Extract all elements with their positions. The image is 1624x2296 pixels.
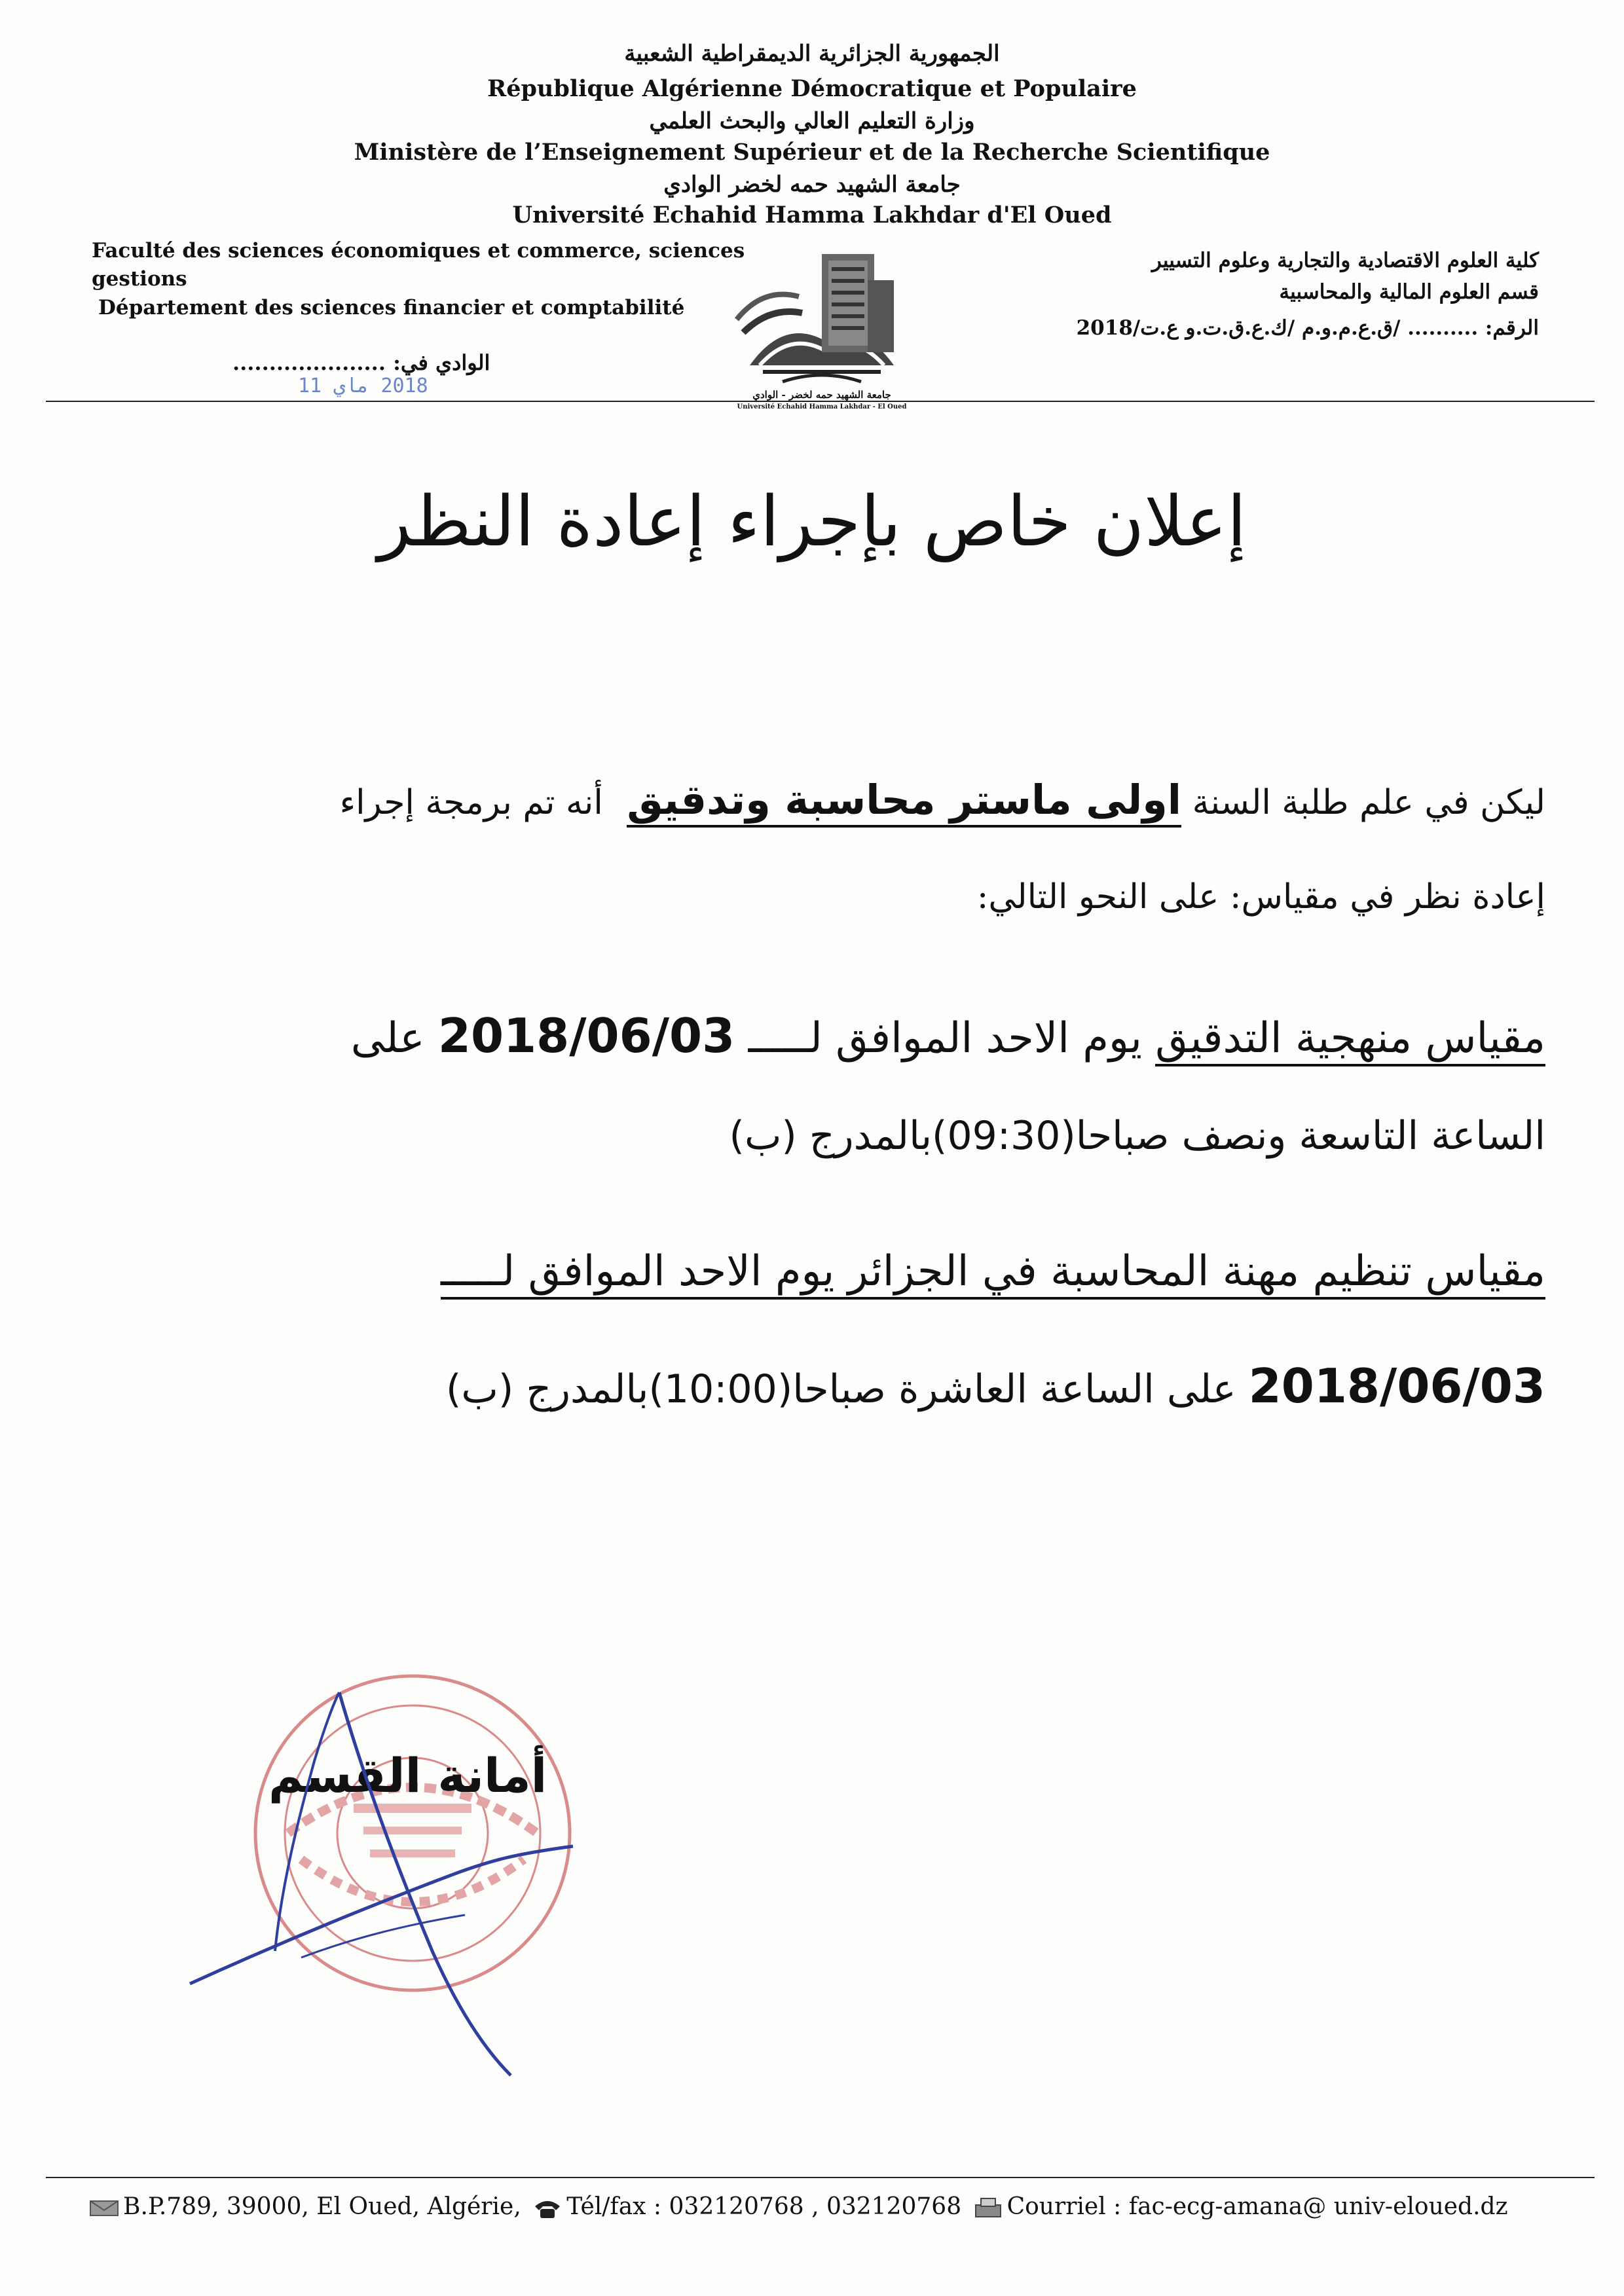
contact-footer: [85, 2193, 1508, 2220]
exam-1-on: على: [350, 1014, 425, 1063]
university-french: Université Echahid Hamma Lakhdar d'El Oued: [512, 202, 1112, 228]
handwritten-signature: [183, 1676, 602, 2082]
reference-label: الرقم: ..........: [1407, 316, 1539, 340]
faculty-arabic: كلية العلوم الاقتصادية والتجارية وعلوم التسيير: [1151, 249, 1539, 272]
place-date-label: الوادي في:: [393, 350, 490, 375]
fax-icon: [973, 2197, 1003, 2219]
footer-divider: [46, 2177, 1595, 2178]
body-p1-end: أنه تم برمجة إجراء: [339, 783, 603, 822]
exam-item-1-line1: [351, 1008, 1545, 1063]
body-paragraph-1: [340, 776, 1545, 824]
footer-phone: Tél/fax : 032120768 , 032120768: [566, 2193, 962, 2220]
logo-caption-arabic: جامعة الشهيد حمه لخضر - الوادي: [752, 389, 891, 401]
exam-item-2-line2: [446, 1358, 1545, 1413]
ministry-arabic: وزارة التعليم العالي والبحث العلمي: [649, 108, 975, 134]
reference-number: [1077, 316, 1539, 340]
exam-1-subject: مقياس منهجية التدقيق: [1155, 1014, 1545, 1066]
department-arabic: قسم العلوم المالية والمحاسبية: [1279, 280, 1539, 304]
exam-2-date: 2018/06/03: [1248, 1358, 1545, 1413]
exam-1-day: يوم الاحد الموافق لـــــ: [748, 1014, 1142, 1063]
footer-email: Courriel : fac-ecg-amana@ univ-eloued.dz: [1006, 2193, 1508, 2220]
place-date-dots: .....................: [232, 350, 386, 375]
place-date: [232, 350, 490, 375]
received-date-stamp: 2018 ماي 11: [298, 374, 428, 397]
announcement-title: إعلان خاص بإجراء إعادة النظر: [377, 481, 1247, 562]
university-arabic: جامعة الشهيد حمه لخضر الوادي: [663, 172, 961, 198]
exam-1-hall: )بالمدرج (ب): [729, 1113, 948, 1159]
reference-code: /ق.ع.م.و.م /ك.ع.ق.ت.و ع.ت/2018: [1076, 316, 1401, 340]
telephone-icon: [532, 2197, 563, 2219]
exam-2-subject: مقياس تنظيم مهنة المحاسبة في الجزائر يوم الاحد الموافق لـــــ: [441, 1247, 1545, 1300]
exam-1-date: 2018/06/03: [437, 1008, 735, 1063]
republic-arabic: الجمهورية الجزائرية الديمقراطية الشعبية: [624, 41, 1000, 67]
body-paragraph-2: إعادة نظر في مقياس: على النحو التالي:: [976, 877, 1545, 917]
exam-2-hall: )بالمدرج (ب): [445, 1366, 664, 1412]
footer-address: B.P.789, 39000, El Oued, Algérie,: [123, 2193, 521, 2220]
exam-2-hour-text: على الساعة العاشرة صباحا(: [777, 1366, 1236, 1412]
faculty-french-line1: Faculté des sciences économiques et commerce, sciences: [92, 239, 745, 263]
exam-2-time: 10:00: [663, 1366, 777, 1412]
header-divider: [46, 401, 1595, 402]
exam-1-time: 09:30: [947, 1113, 1061, 1159]
university-logo: [724, 241, 920, 418]
study-level: اولى ماستر محاسبة وتدقيق: [627, 776, 1181, 828]
exam-item-2-line1: [441, 1247, 1545, 1296]
ministry-french: Ministère de l’Enseignement Supérieur et de la Recherche Scientifique: [354, 139, 1270, 166]
exam-1-hour-text: الساعة التاسعة ونصف صباحا(: [1060, 1113, 1545, 1159]
logo-caption-french: Université Echahid Hamma Lakhdar - El Oued: [737, 403, 907, 410]
body-p1-intro: ليكن في علم طلبة السنة: [1192, 783, 1545, 822]
mailbox-icon: [89, 2198, 119, 2218]
faculty-french-line2: gestions: [92, 267, 187, 291]
department-french: Département des sciences financier et comptabilité: [98, 296, 685, 319]
republic-french: République Algérienne Démocratique et Populaire: [487, 75, 1137, 102]
signature-title: أمانة القسم: [268, 1748, 547, 1803]
university-logo-graphic: [724, 241, 920, 392]
exam-item-1-line2: [729, 1113, 1545, 1159]
